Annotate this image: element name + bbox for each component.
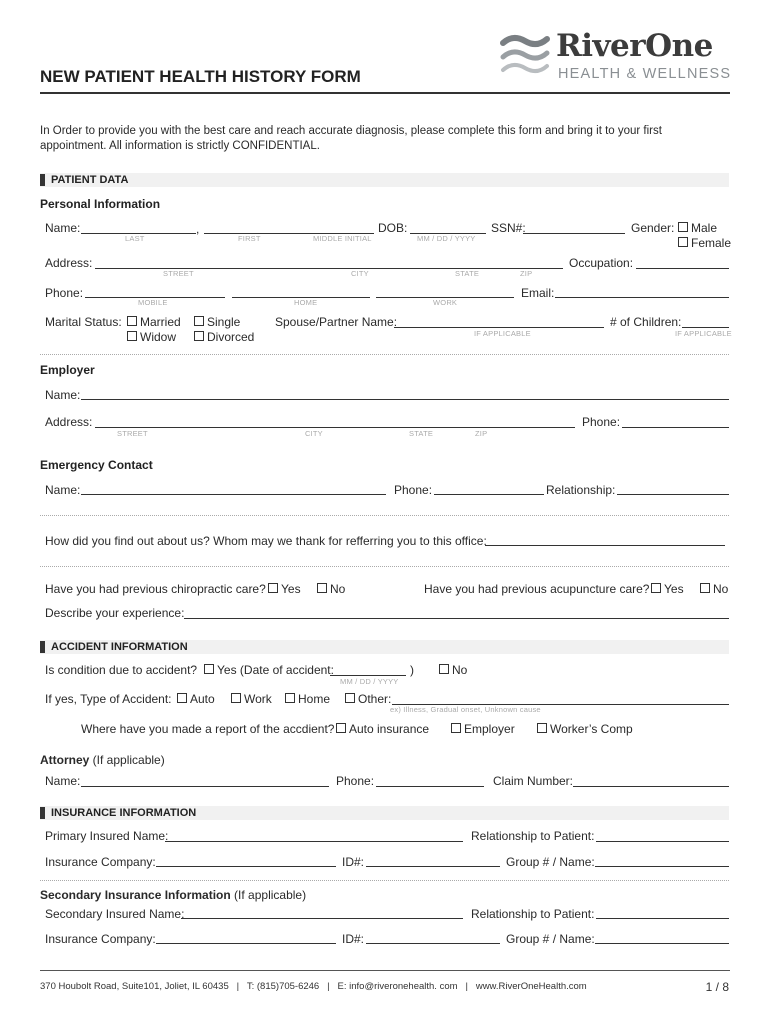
- group-label: Group # / Name:: [506, 855, 595, 869]
- page-number: 1 / 8: [705, 980, 729, 994]
- type-work-label: Work: [244, 692, 272, 706]
- report-workers-comp-label: Worker’s Comp: [550, 722, 633, 736]
- type-other-label: Other:: [358, 692, 392, 706]
- single-checkbox[interactable]: [194, 316, 204, 326]
- section-patient-data: [40, 173, 729, 187]
- gender-male-label: Male: [691, 221, 718, 235]
- close-paren: ): [410, 663, 414, 677]
- type-auto-label: Auto: [190, 692, 215, 706]
- section-title: ACCIDENT INFORMATION: [51, 641, 188, 653]
- chiro-no-checkbox[interactable]: [317, 583, 327, 593]
- spouse-field[interactable]: [394, 327, 604, 328]
- insurance-company-field-2[interactable]: [156, 943, 336, 944]
- acu-yes-checkbox[interactable]: [651, 583, 661, 593]
- dob-caption: MM / DD / YYYY: [417, 234, 476, 243]
- divorced-checkbox[interactable]: [194, 331, 204, 341]
- caption-middle-initial: MIDDLE INITIAL: [313, 234, 372, 243]
- report-employer-checkbox[interactable]: [451, 723, 461, 733]
- type-home-checkbox[interactable]: [285, 693, 295, 703]
- secondary-title: Secondary Insurance Information: [40, 888, 231, 902]
- insurance-id-field[interactable]: [366, 866, 500, 867]
- email-label: Email:: [521, 286, 555, 300]
- attorney-title: Attorney: [40, 753, 90, 767]
- insurance-company-label: Insurance Company:: [45, 855, 156, 869]
- name-label: Name:: [45, 221, 81, 235]
- married-checkbox[interactable]: [127, 316, 137, 326]
- ssn-field[interactable]: [523, 233, 625, 234]
- accident-yes-label: Yes (Date of accident:: [217, 663, 334, 677]
- email-field[interactable]: [555, 297, 729, 298]
- type-auto-checkbox[interactable]: [177, 693, 187, 703]
- brand-logo: [500, 30, 730, 86]
- acu-no-checkbox[interactable]: [700, 583, 710, 593]
- primary-insured-label: Primary Insured Name:: [45, 829, 169, 843]
- caption-zip: ZIP: [475, 429, 488, 438]
- referral-question: How did you find out about us? Whom may we thank for refferring you to this office:: [45, 534, 487, 548]
- relationship-field[interactable]: [596, 841, 729, 842]
- brand-tagline: HEALTH & WELLNESS: [558, 66, 732, 82]
- header-rule: [40, 92, 730, 94]
- relationship-label: Relationship to Patient:: [471, 829, 595, 843]
- report-auto-insurance-checkbox[interactable]: [336, 723, 346, 733]
- acu-yes-label: Yes: [664, 582, 684, 596]
- other-caption: ex) Illness, Gradual onset, Unknown cause: [390, 705, 541, 714]
- emergency-relationship-label: Relationship:: [546, 483, 616, 497]
- accident-question: Is condition due to accident?: [45, 663, 198, 677]
- gender-female-checkbox[interactable]: [678, 237, 688, 247]
- relationship-field-2[interactable]: [596, 918, 729, 919]
- emergency-name-label: Name:: [45, 483, 81, 497]
- footer-rule: [40, 970, 730, 971]
- insurance-company-label-2: Insurance Company:: [45, 932, 156, 946]
- caption-city: CITY: [351, 269, 369, 278]
- divider: [40, 515, 729, 516]
- type-other-checkbox[interactable]: [345, 693, 355, 703]
- caption-zip: ZIP: [520, 269, 533, 278]
- divider: [40, 566, 729, 567]
- emergency-heading: Emergency Contact: [40, 458, 153, 472]
- secondary-insured-field[interactable]: [181, 918, 463, 919]
- section-marker: [40, 641, 45, 653]
- attorney-name-label: Name:: [45, 774, 81, 788]
- marital-status-label: Marital Status:: [45, 315, 122, 329]
- gender-female-label: Female: [691, 236, 732, 250]
- children-field[interactable]: [682, 327, 729, 328]
- caption-state: STATE: [409, 429, 434, 438]
- section-insurance: [40, 806, 729, 820]
- caption-street: STREET: [117, 429, 148, 438]
- phone-label: Phone:: [45, 286, 84, 300]
- married-label: Married: [140, 315, 181, 329]
- employer-heading: Employer: [40, 363, 95, 377]
- address-label: Address:: [45, 256, 93, 270]
- brand-name: RiverOne: [556, 28, 713, 64]
- secondary-note: (If applicable): [230, 888, 307, 902]
- employer-phone-field[interactable]: [622, 427, 729, 428]
- attorney-note: (If applicable): [89, 753, 165, 767]
- report-employer-label: Employer: [464, 722, 515, 736]
- dob-label: DOB:: [378, 221, 408, 235]
- employer-name-label: Name:: [45, 388, 81, 402]
- divider: [40, 880, 729, 881]
- children-label: # of Children:: [610, 315, 682, 329]
- page-title: NEW PATIENT HEALTH HISTORY FORM: [40, 67, 361, 86]
- caption-state: STATE: [455, 269, 480, 278]
- caption-street: STREET: [163, 269, 194, 278]
- relationship-label-2: Relationship to Patient:: [471, 907, 595, 921]
- accident-type-label: If yes, Type of Accident:: [45, 692, 172, 706]
- type-home-label: Home: [298, 692, 331, 706]
- divider: [40, 354, 729, 355]
- waves-icon: [500, 30, 550, 82]
- caption-last: LAST: [125, 234, 145, 243]
- employer-address-label: Address:: [45, 415, 93, 429]
- footer-address: 370 Houbolt Road, Suite101, Joliet, IL 60435 | T: (815)705-6246 | E: info@riveronehealth. com | www.RiverOneHealth.com: [40, 981, 587, 992]
- group-field-2[interactable]: [595, 943, 729, 944]
- insurance-company-field[interactable]: [156, 866, 336, 867]
- name-comma: ,: [196, 222, 200, 236]
- caption-home: HOME: [294, 298, 318, 307]
- describe-label: Describe your experience:: [45, 606, 185, 620]
- section-title: PATIENT DATA: [51, 174, 129, 186]
- attorney-name-field[interactable]: [81, 786, 329, 787]
- ssn-label: SSN#:: [491, 221, 526, 235]
- emergency-phone-label: Phone:: [394, 483, 433, 497]
- accident-date-field[interactable]: [330, 675, 406, 676]
- caption-first: FIRST: [238, 234, 261, 243]
- group-field[interactable]: [595, 866, 729, 867]
- claim-number-label: Claim Number:: [493, 774, 574, 788]
- insurance-id-label-2: ID#:: [342, 932, 365, 946]
- acu-no-label: No: [713, 582, 729, 596]
- report-workers-comp-checkbox[interactable]: [537, 723, 547, 733]
- gender-male-checkbox[interactable]: [678, 222, 688, 232]
- type-work-checkbox[interactable]: [231, 693, 241, 703]
- secondary-insured-label: Secondary Insured Name:: [45, 907, 185, 921]
- chiro-no-label: No: [330, 582, 346, 596]
- intro-text: In Order to provide you with the best care and reach accurate diagnosis, please complete this form and bring it to your first appointment. All information is strictly CONFIDENTIAL.: [40, 125, 662, 152]
- spouse-caption: IF APPLICABLE: [474, 329, 531, 338]
- chiro-yes-label: Yes: [281, 582, 301, 596]
- emergency-name-field[interactable]: [81, 494, 386, 495]
- emergency-phone-field[interactable]: [434, 494, 544, 495]
- employer-name-field[interactable]: [81, 399, 729, 400]
- spouse-label: Spouse/Partner Name:: [275, 315, 398, 329]
- personal-info-heading: Personal Information: [40, 197, 161, 211]
- section-marker: [40, 174, 45, 186]
- claim-number-field[interactable]: [573, 786, 729, 787]
- accident-yes-checkbox[interactable]: [204, 664, 214, 674]
- insurance-id-field-2[interactable]: [366, 943, 500, 944]
- acupuncture-question: Have you had previous acupuncture care?: [424, 582, 650, 596]
- attorney-phone-label: Phone:: [336, 774, 375, 788]
- section-title: INSURANCE INFORMATION: [51, 807, 197, 819]
- caption-work: WORK: [433, 298, 458, 307]
- single-label: Single: [207, 315, 241, 329]
- attorney-heading: [40, 753, 165, 767]
- gender-label: Gender:: [631, 221, 675, 235]
- children-caption: IF APPLICABLE: [675, 329, 732, 338]
- accident-no-label: No: [452, 663, 468, 677]
- accident-date-caption: MM / DD / YYYY: [340, 677, 399, 686]
- attorney-phone-field[interactable]: [376, 786, 484, 787]
- widow-label: Widow: [140, 330, 177, 344]
- employer-address-field[interactable]: [95, 427, 575, 428]
- section-marker: [40, 807, 45, 819]
- report-auto-insurance-label: Auto insurance: [349, 722, 430, 736]
- widow-checkbox[interactable]: [127, 331, 137, 341]
- describe-field[interactable]: [184, 618, 729, 619]
- divorced-label: Divorced: [207, 330, 255, 344]
- chiro-question: Have you had previous chiropractic care?: [45, 582, 266, 596]
- employer-phone-label: Phone:: [582, 415, 621, 429]
- accident-no-checkbox[interactable]: [439, 664, 449, 674]
- caption-city: CITY: [305, 429, 323, 438]
- report-question: Where have you made a report of the accdient?: [81, 722, 335, 736]
- emergency-relationship-field[interactable]: [617, 494, 729, 495]
- secondary-heading: [40, 888, 306, 902]
- insurance-id-label: ID#:: [342, 855, 365, 869]
- caption-mobile: MOBILE: [138, 298, 168, 307]
- group-label-2: Group # / Name:: [506, 932, 595, 946]
- occupation-field[interactable]: [636, 268, 729, 269]
- chiro-yes-checkbox[interactable]: [268, 583, 278, 593]
- section-accident: [40, 640, 729, 654]
- referral-field[interactable]: [485, 545, 725, 546]
- primary-insured-field[interactable]: [165, 841, 463, 842]
- occupation-label: Occupation:: [569, 256, 634, 270]
